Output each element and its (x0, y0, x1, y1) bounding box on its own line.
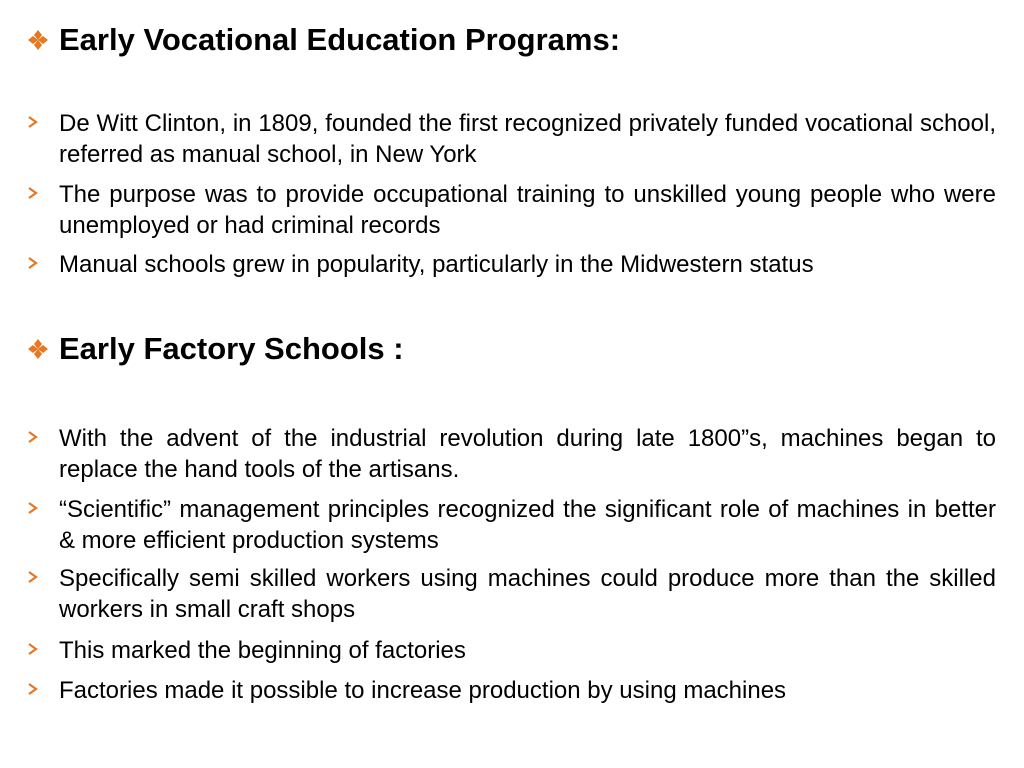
list-item-text: “Scientific” management principles recognized the significant role of machines in better & more efficient production systems (59, 496, 996, 554)
list-item-text: Factories made it possible to increase production by using machines (59, 677, 787, 704)
list-item-text: The purpose was to provide occupational training to unskilled young people who were unemployed or had criminal records (59, 181, 996, 239)
arrow-bullet-icon (26, 254, 40, 272)
list-item-text: De Witt Clinton, in 1809, founded the first recognized privately funded vocational school, referred as manual school, in New York (59, 110, 996, 168)
arrow-bullet-icon (26, 428, 40, 446)
diamond-bullet-icon (26, 28, 50, 52)
arrow-bullet-icon (26, 113, 40, 131)
list-item-text: This marked the beginning of factories (59, 637, 466, 664)
list-item-text: Manual schools grew in popularity, particularly in the Midwestern status (59, 251, 814, 278)
section-heading-text: Early Vocational Education Programs: (59, 22, 621, 57)
list-item-text: Specifically semi skilled workers using machines could produce more than the skilled workers in small craft shops (59, 565, 996, 623)
arrow-bullet-icon (26, 680, 40, 698)
diamond-bullet-icon (26, 337, 50, 361)
arrow-bullet-icon (26, 499, 40, 517)
arrow-bullet-icon (26, 184, 40, 202)
arrow-bullet-icon (26, 640, 40, 658)
section-heading-text: Early Factory Schools : (59, 331, 404, 366)
list-item-text: With the advent of the industrial revolution during late 1800”s, machines began to replace the hand tools of the artisans. (59, 425, 996, 483)
arrow-bullet-icon (26, 568, 40, 586)
